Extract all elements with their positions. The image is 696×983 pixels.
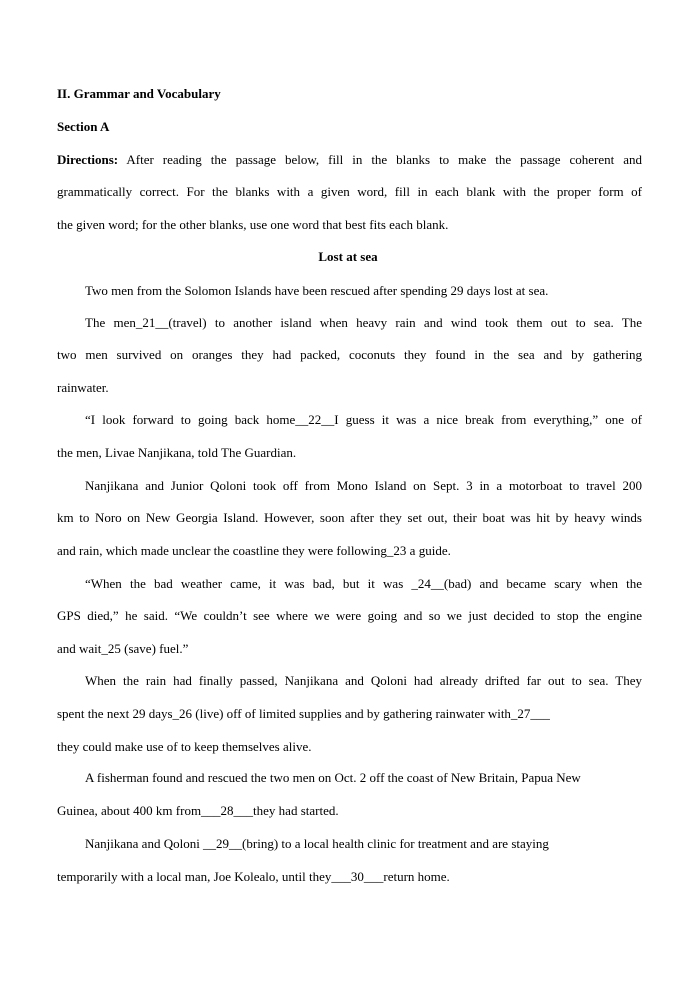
passage-title: Lost at sea [318, 249, 378, 264]
paragraph-5-line-3: and wait_25 (save) fuel.” [57, 641, 189, 656]
paragraph-6-line-1: When the rain had finally passed, Nanjikana and Qoloni had already drifted far out to sea. They [85, 673, 642, 688]
directions-line-1 [57, 152, 642, 168]
directions-label: Directions: [57, 152, 119, 167]
paragraph-5-line-2: GPS died,” he said. “We couldn’t see where we were going and so we just decided to stop the engine [57, 608, 642, 623]
paragraph-1-line-1: Two men from the Solomon Islands have been rescued after spending 29 days lost at sea. [85, 283, 549, 298]
paragraph-4-line-1: Nanjikana and Junior Qoloni took off from Mono Island on Sept. 3 in a motorboat to travel 200 [85, 478, 642, 493]
section-label: Section A [57, 119, 110, 134]
paragraph-2-line-3: rainwater. [57, 380, 109, 395]
paragraph-8-line-2: temporarily with a local man, Joe Kolealo, until they___30___return home. [57, 869, 450, 884]
directions-text-1: After reading the passage below, fill in the blanks to make the passage coherent and [118, 152, 642, 167]
paragraph-8-line-1: Nanjikana and Qoloni __29__(bring) to a local health clinic for treatment and are staying [85, 836, 549, 851]
paragraph-6-line-3: they could make use of to keep themselves alive. [57, 739, 312, 754]
paragraph-2-line-1: The men_21__(travel) to another island when heavy rain and wind took them out to sea. The [85, 315, 642, 330]
paragraph-7-line-2: Guinea, about 400 km from___28___they had started. [57, 803, 339, 818]
directions-line-2: grammatically correct. For the blanks with a given word, fill in each blank with the proper form of [57, 184, 642, 199]
section-heading: II. Grammar and Vocabulary [57, 86, 221, 101]
paragraph-6-line-2: spent the next 29 days_26 (live) off of limited supplies and by gathering rainwater with_27___ [57, 706, 550, 721]
paragraph-2-line-2: two men survived on oranges they had packed, coconuts they found in the sea and by gathering [57, 347, 642, 362]
paragraph-4-line-2: km to Noro on New Georgia Island. However, soon after they set out, their boat was hit by heavy winds [57, 510, 642, 525]
paragraph-3-line-1: “I look forward to going back home__22__I guess it was a nice break from everything,” one of [85, 412, 642, 427]
paragraph-3-line-2: the men, Livae Nanjikana, told The Guardian. [57, 445, 297, 460]
paragraph-4-line-3: and rain, which made unclear the coastline they were following_23 a guide. [57, 543, 451, 558]
paragraph-5-line-1: “When the bad weather came, it was bad, but it was _24__(bad) and became scary when the [85, 576, 642, 591]
directions-line-3: the given word; for the other blanks, use one word that best fits each blank. [57, 217, 449, 232]
paragraph-7-line-1: A fisherman found and rescued the two men on Oct. 2 off the coast of New Britain, Papua New [85, 770, 581, 785]
